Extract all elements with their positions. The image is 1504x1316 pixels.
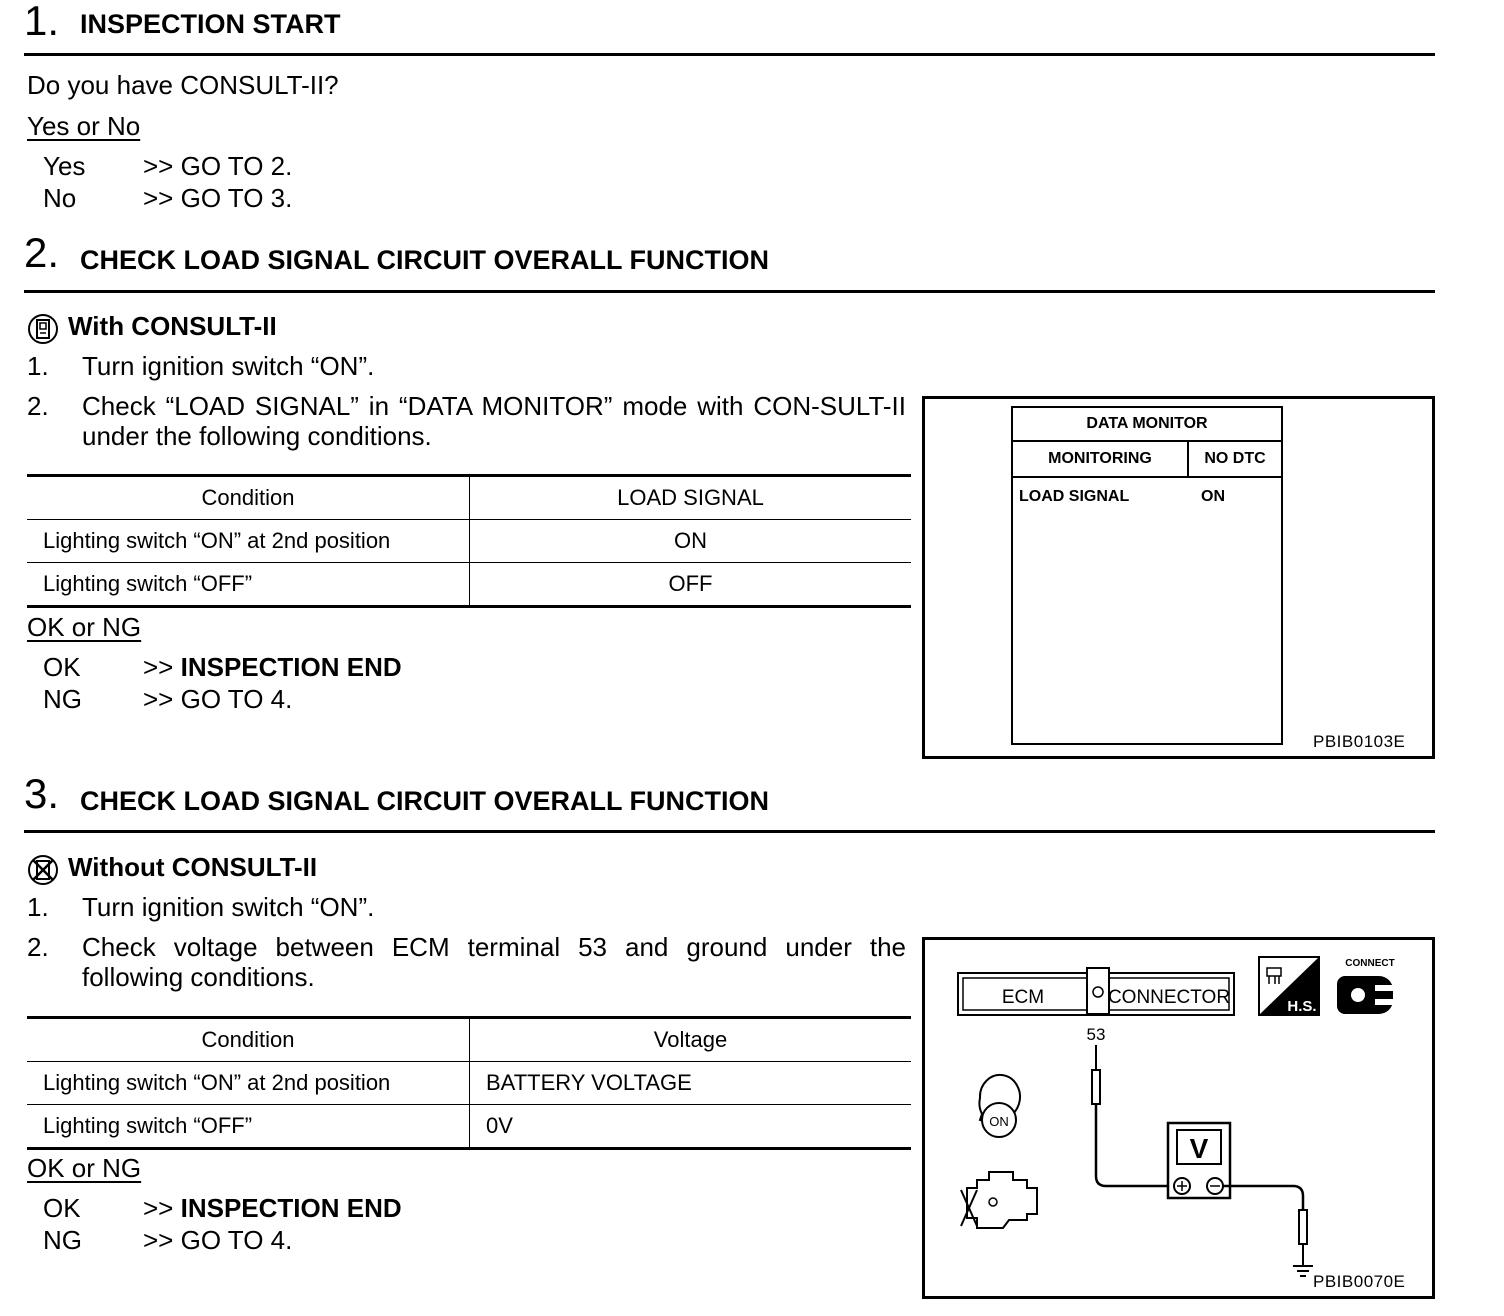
step3-instr2-num: 2. (27, 932, 49, 962)
result-prefix: >> (143, 1193, 174, 1223)
step2-result-ng-key: NG (43, 684, 82, 714)
step2-result-ng-action[interactable] (143, 684, 292, 714)
table-header-row (27, 476, 911, 520)
step1-option-yes-action[interactable]: >> GO TO 2. (143, 151, 293, 181)
step2-result-ok-key: OK (43, 652, 81, 682)
ecm-label: ECM (1001, 987, 1045, 1008)
monitoring-label: MONITORING (1013, 442, 1189, 478)
step2-instr2-text: Check “LOAD SIGNAL” in “DATA MONITOR” mode with CON-SULT-II under the following conditions. (82, 391, 906, 451)
step1-choice-label: Yes or No (27, 111, 141, 141)
data-monitor-figure (922, 396, 1435, 759)
table-header-condition: Condition (27, 1018, 470, 1062)
figure-code: PBIB0070E (1313, 1272, 1406, 1291)
result-action: GO TO 4. (180, 1225, 293, 1255)
load-signal-item-value: ON (1201, 488, 1225, 505)
step2-result-label: OK or NG (27, 612, 142, 642)
step3-result-label: OK or NG (27, 1153, 142, 1183)
engine-icon (961, 1172, 1037, 1228)
step2-rule (24, 290, 1435, 293)
step3-condition-table (27, 1016, 911, 1150)
step3-rule (24, 830, 1435, 833)
table-cell-condition: Lighting switch “OFF” (27, 563, 470, 607)
table-cell-value: ON (470, 520, 912, 563)
connect-label: CONNECT (1345, 958, 1395, 969)
result-prefix: >> (143, 684, 174, 714)
result-prefix: >> (143, 1225, 174, 1255)
result-action: INSPECTION END (180, 652, 402, 682)
step2-result-ok-action[interactable] (143, 652, 402, 682)
table-header-value: Voltage (470, 1018, 912, 1062)
table-row (27, 1062, 911, 1105)
ignition-on-icon (979, 1075, 1020, 1137)
probe-wire-positive (1096, 1104, 1175, 1186)
step1-option-no-action[interactable]: >> GO TO 3. (143, 183, 293, 213)
probe-wire-negative (1223, 1186, 1303, 1210)
step1-title: INSPECTION START (80, 9, 341, 39)
result-action: INSPECTION END (180, 1193, 402, 1223)
result-action: GO TO 4. (180, 684, 293, 714)
probe-positive (1092, 1070, 1100, 1104)
table-cell-value: 0V (470, 1105, 912, 1149)
ecm-voltage-figure (922, 937, 1435, 1299)
consult-icon (27, 313, 59, 350)
step2-number: 2. (24, 229, 60, 276)
result-prefix: >> (143, 652, 174, 682)
step1-rule (24, 53, 1435, 56)
figure-code: PBIB0103E (1313, 732, 1406, 751)
voltmeter-symbol: V (1189, 1133, 1209, 1164)
step3-result-ok-key: OK (43, 1193, 81, 1223)
data-monitor-screen (1011, 406, 1283, 745)
no-dtc-label: NO DTC (1189, 442, 1281, 478)
table-row (27, 520, 911, 563)
table-cell-value: OFF (470, 563, 912, 607)
step3-number: 3. (24, 770, 60, 817)
step1-question: Do you have CONSULT-II? (27, 70, 339, 100)
table-row (27, 1105, 911, 1149)
table-cell-condition: Lighting switch “ON” at 2nd position (27, 1062, 470, 1105)
load-signal-item-label: LOAD SIGNAL (1019, 488, 1130, 505)
step1-option-no-key: No (43, 183, 77, 213)
ignition-on-label: ON (989, 1114, 1009, 1129)
table-cell-value: BATTERY VOLTAGE (470, 1062, 912, 1105)
table-cell-condition: Lighting switch “ON” at 2nd position (27, 520, 470, 563)
step1-option-yes-key: Yes (43, 151, 86, 181)
table-header-value: LOAD SIGNAL (470, 476, 912, 520)
table-cell-condition: Lighting switch “OFF” (27, 1105, 470, 1149)
step2-instr2-num: 2. (27, 391, 49, 421)
probe-negative (1299, 1210, 1307, 1244)
table-header-row (27, 1018, 911, 1062)
no-consult-icon (27, 854, 59, 891)
table-header-condition: Condition (27, 476, 470, 520)
step3-mode-label: Without CONSULT-II (68, 852, 318, 882)
hs-label: H.S. (1287, 998, 1317, 1015)
ecm-connector-tab (1087, 968, 1109, 1014)
terminal-label: 53 (1086, 1025, 1106, 1044)
step2-instr1-text: Turn ignition switch “ON”. (82, 351, 375, 381)
step3-title: CHECK LOAD SIGNAL CIRCUIT OVERALL FUNCTION (80, 786, 770, 816)
step1-number: 1. (24, 0, 60, 44)
step2-condition-table (27, 474, 911, 608)
step3-result-ng-key: NG (43, 1225, 82, 1255)
step2-instr1-num: 1. (27, 351, 49, 381)
step2-title: CHECK LOAD SIGNAL CIRCUIT OVERALL FUNCTION (80, 245, 770, 275)
ecm-wiring-diagram (925, 940, 1432, 1296)
step2-mode-label: With CONSULT-II (68, 311, 277, 341)
table-row (27, 563, 911, 607)
step3-result-ok-action[interactable] (143, 1193, 402, 1223)
connector-label: CONNECTOR (1107, 987, 1231, 1008)
step3-result-ng-action[interactable] (143, 1225, 292, 1255)
data-monitor-title: DATA MONITOR (1013, 408, 1281, 442)
step3-instr1-num: 1. (27, 892, 49, 922)
step3-instr1-text: Turn ignition switch “ON”. (82, 892, 375, 922)
step3-instr2-text: Check voltage between ECM terminal 53 and ground under the following conditions. (82, 932, 906, 992)
